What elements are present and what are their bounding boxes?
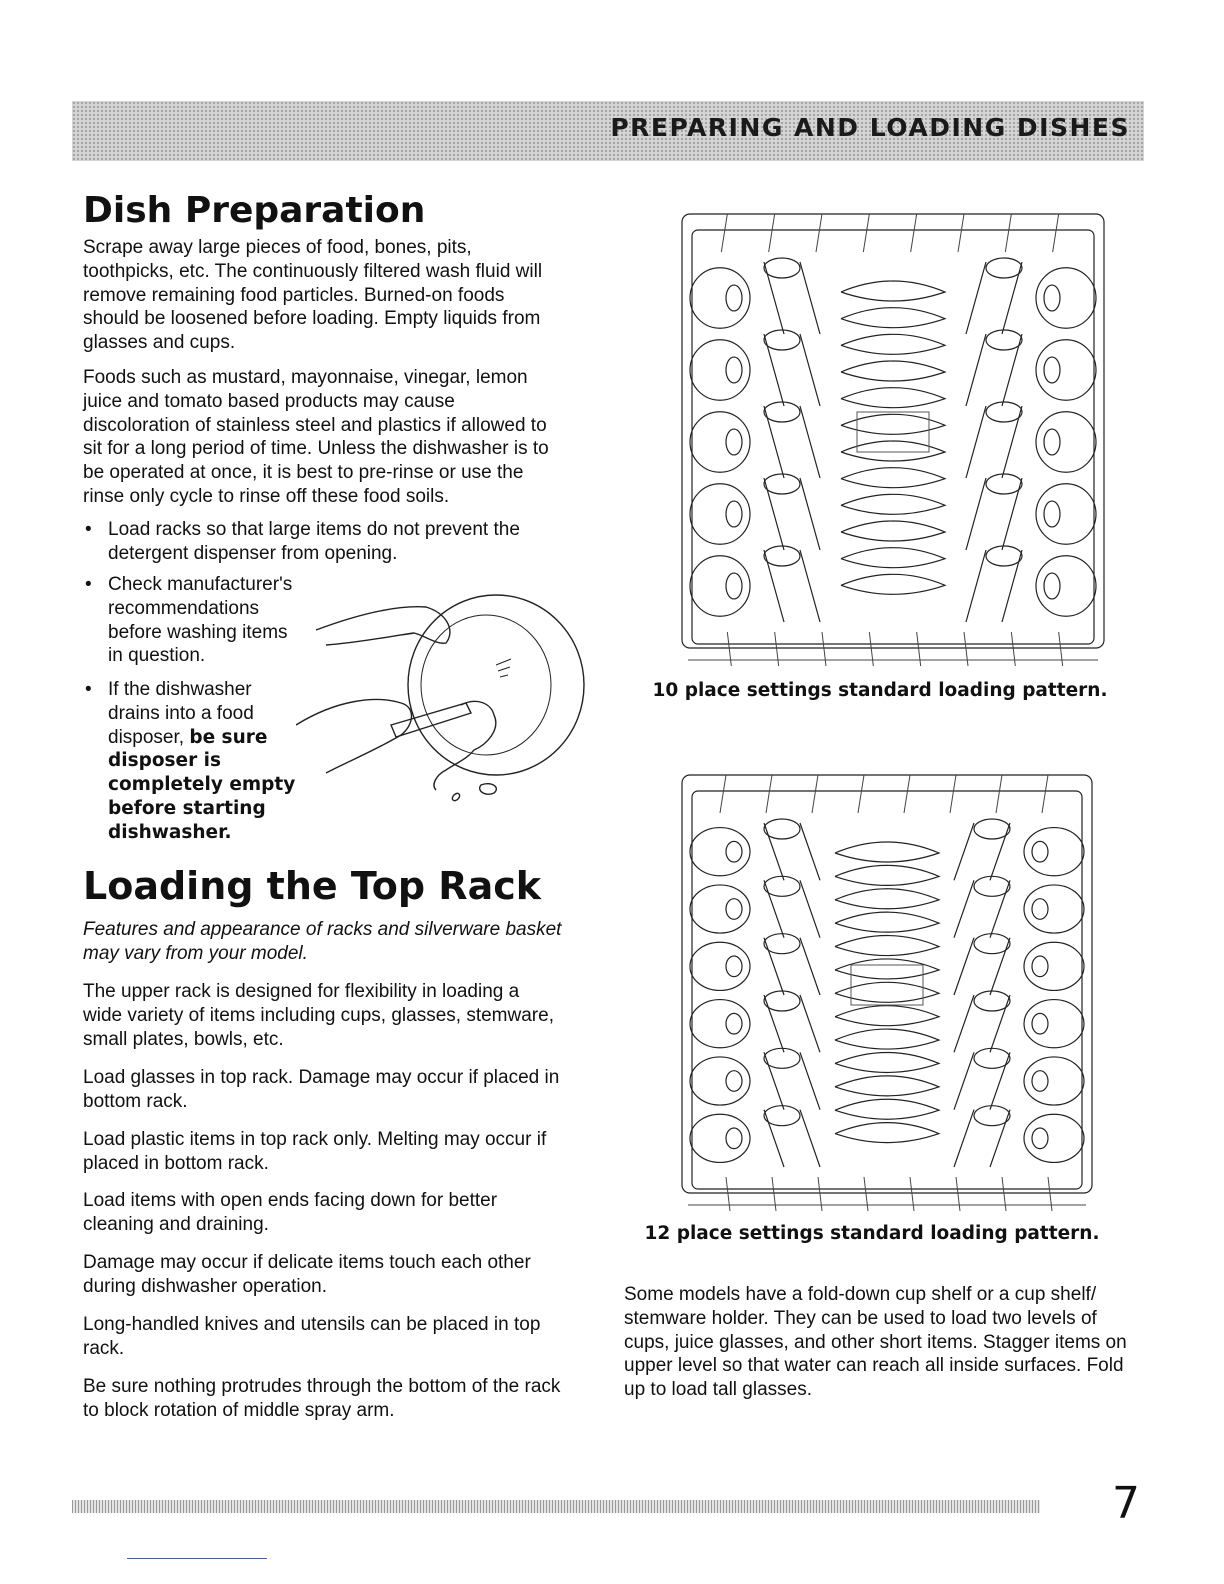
bowl (835, 889, 939, 909)
text-line: Damage may occur if delicate items touch each other (83, 1252, 531, 1273)
text-fragment: disposer, (108, 726, 185, 748)
glass-rim (986, 402, 1022, 422)
bowl (841, 521, 945, 541)
section-banner (72, 101, 1144, 161)
text-line: recommendations (108, 597, 260, 619)
glass (966, 406, 1022, 478)
cup-handle (1032, 1013, 1048, 1034)
glass-rim (986, 546, 1022, 566)
bullet-check-manufacturer (83, 573, 292, 668)
glass (764, 262, 820, 334)
glass-rim (764, 1048, 800, 1068)
bowl (835, 1123, 939, 1143)
glass (954, 995, 1010, 1052)
glass-rim (986, 258, 1022, 278)
text-line: Scrape away large pieces of food, bones, pits, (83, 237, 472, 258)
rack-wire (1005, 214, 1011, 252)
rack-wire (818, 1177, 822, 1211)
cup-handle (1044, 285, 1060, 311)
glass-rim (764, 819, 800, 839)
text-line: Features and appearance of racks and silverware basket (83, 919, 562, 940)
text-line: Be sure nothing protrudes through the bottom of the rack (83, 1376, 561, 1397)
bowl (841, 574, 945, 594)
footer-bar (72, 1500, 1040, 1513)
bowl (841, 494, 945, 514)
dish-prep-paragraph-1 (83, 236, 575, 355)
bowl (835, 1052, 939, 1072)
cup-handle (1044, 573, 1060, 599)
glass (966, 334, 1022, 406)
cup (690, 1000, 750, 1048)
text-line: wide variety of items including cups, glasses, stemware, (83, 1004, 554, 1026)
cup (690, 556, 750, 616)
rack-wire (727, 632, 731, 666)
top-rack-paragraph-4 (83, 1189, 575, 1237)
glass-rim (974, 934, 1010, 954)
cup (690, 412, 750, 472)
dish-prep-paragraph-2 (83, 366, 575, 509)
glass (764, 823, 820, 880)
text-line: should be loosened before loading. Empty liquids from (83, 308, 541, 330)
glass-rim (764, 934, 800, 954)
rack-12-place-settings-illustration (680, 773, 1094, 1217)
rack-wire (996, 775, 1002, 813)
bowl (835, 865, 939, 885)
rack-wire (917, 632, 921, 666)
cup-handle (726, 1128, 742, 1149)
glass (764, 550, 820, 622)
cup (690, 942, 750, 990)
bowl (841, 281, 945, 301)
bold-text-line: disposer is (108, 750, 222, 772)
rack-inner-frame (692, 230, 1094, 644)
glass (764, 334, 820, 406)
cup (1024, 1114, 1084, 1162)
text-line: during dishwasher operation. (83, 1275, 327, 1297)
text-line: upper level so that water can reach all inside surfaces. Fold (624, 1355, 1124, 1377)
rack-wire (956, 1177, 960, 1211)
cup-handle (726, 429, 742, 455)
cup-handle (1032, 1128, 1048, 1149)
text-line: small plates, bowls, etc. (83, 1028, 284, 1050)
glass-rim (764, 1106, 800, 1126)
text-line: Foods such as mustard, mayonnaise, vinegar, lemon (83, 367, 528, 388)
cup-handle (1044, 501, 1060, 527)
rack-frame (682, 214, 1104, 648)
cup-handle (726, 956, 742, 977)
top-rack-paragraph-6 (83, 1313, 575, 1361)
glass (764, 880, 820, 937)
rack-wire (904, 775, 910, 813)
rack-frame (682, 775, 1092, 1193)
cup (1024, 828, 1084, 876)
glass-rim (986, 330, 1022, 350)
cup-handle (726, 501, 742, 527)
glass (966, 550, 1022, 622)
cup-handle (1044, 429, 1060, 455)
glass (764, 938, 820, 995)
rack-wire (869, 632, 873, 666)
bowl (835, 1076, 939, 1096)
rack-wire (822, 632, 826, 666)
bullet-marker: • (85, 679, 92, 700)
glass (764, 995, 820, 1052)
bold-text-line: dishwasher. (108, 821, 232, 843)
glass (954, 823, 1010, 880)
bullet-load-racks (83, 518, 520, 566)
cup (1024, 1000, 1084, 1048)
lower-hand (296, 699, 412, 773)
glass-rim (764, 546, 800, 566)
rack-wire (720, 775, 726, 813)
text-line: juice and tomato based products may cause (83, 390, 455, 412)
bowl (841, 361, 945, 381)
text-line: be operated at once, it is best to pre-rinse or use the (83, 462, 524, 484)
rack-wire (1011, 632, 1015, 666)
text-line: bottom rack. (83, 1090, 188, 1112)
loading-top-rack-heading: Loading the Top Rack (83, 864, 542, 908)
glass (764, 1052, 820, 1109)
text-line: before washing items (108, 621, 288, 643)
glass-rim (974, 819, 1010, 839)
rack-wire (812, 775, 818, 813)
glass-rim (764, 402, 800, 422)
plate-scraping-illustration (296, 585, 586, 815)
rack-10-place-settings-illustration (680, 212, 1106, 672)
cup (1024, 1057, 1084, 1105)
cup (1036, 484, 1096, 544)
text-line: rack. (83, 1337, 125, 1359)
cup (1024, 885, 1084, 933)
cup (1036, 556, 1096, 616)
text-line: in question. (108, 645, 206, 667)
cup (690, 1057, 750, 1105)
glass (764, 406, 820, 478)
bowl (841, 334, 945, 354)
rack-wire (950, 775, 956, 813)
glass-rim (764, 876, 800, 896)
rack-wire (864, 1177, 868, 1211)
text-line: Long-handled knives and utensils can be placed in top (83, 1314, 541, 1335)
cup-handle (1032, 841, 1048, 862)
text-line: toothpicks, etc. The continuously filtered wash fluid will (83, 260, 543, 282)
cup-shelf-paragraph (624, 1283, 1144, 1402)
text-line: Load plastic items in top rack only. Melting may occur if (83, 1129, 547, 1150)
text-line: Check manufacturer's (108, 574, 293, 595)
cup (1036, 340, 1096, 400)
glass-rim (764, 474, 800, 494)
bold-text-line: before starting (108, 797, 266, 819)
cup (1036, 412, 1096, 472)
text-line: detergent dispenser from opening. (108, 542, 398, 564)
text-line: glasses and cups. (83, 332, 236, 354)
section-title: PREPARING AND LOADING DISHES (610, 113, 1130, 142)
bowl (835, 1006, 939, 1026)
bowl (835, 912, 939, 932)
cup-handle (1032, 899, 1048, 920)
rack-wire (816, 214, 822, 252)
bowl (835, 842, 939, 862)
cup-handle (726, 899, 742, 920)
rack-wire (958, 214, 964, 252)
text-line: rinse only cycle to rinse off these food soils. (83, 485, 450, 507)
glass-rim (764, 991, 800, 1011)
rack-wire (964, 632, 968, 666)
caption-10-place-settings: 10 place settings standard loading pattern. (652, 680, 1108, 701)
cup-handle (726, 357, 742, 383)
cup (690, 340, 750, 400)
text-line: stemware holder. They can be used to load two levels of (624, 1307, 1097, 1329)
bold-text-line: completely empty (108, 774, 296, 796)
text-line: drains into a food (108, 702, 254, 724)
plate-rim (408, 595, 584, 775)
text-line: cleaning and draining. (83, 1213, 269, 1235)
text-line: If the dishwasher (108, 679, 252, 700)
text-line: may vary from your model. (83, 942, 308, 964)
rack-wire (1042, 775, 1048, 813)
bowl (835, 936, 939, 956)
glass (764, 1110, 820, 1167)
dish-preparation-heading: Dish Preparation (83, 190, 426, 231)
text-line: to block rotation of middle spray arm. (83, 1399, 395, 1421)
glass-rim (764, 258, 800, 278)
rack-wire (863, 214, 869, 252)
glass-rim (974, 1106, 1010, 1126)
rack-wire (1053, 214, 1059, 252)
bowl (841, 548, 945, 568)
rack-wire (721, 214, 727, 252)
bold-text: be sure (189, 726, 268, 748)
top-rack-paragraph-3 (83, 1128, 575, 1176)
rack-wire (769, 214, 775, 252)
rack-wire (775, 632, 779, 666)
glass (954, 1052, 1010, 1109)
rack-wire (911, 214, 917, 252)
bowl (835, 1099, 939, 1119)
rack-wire (1002, 1177, 1006, 1211)
top-rack-paragraph-5 (83, 1251, 575, 1299)
cup (690, 885, 750, 933)
text-line: Load items with open ends facing down for better (83, 1190, 498, 1211)
top-rack-paragraph-7 (83, 1375, 575, 1423)
glass (764, 478, 820, 550)
bowl (841, 308, 945, 328)
rack-wire (766, 775, 772, 813)
cup-handle (726, 1071, 742, 1092)
rack-wire (726, 1177, 730, 1211)
cup-handle (1032, 956, 1048, 977)
cup-handle (1044, 357, 1060, 383)
cup (690, 268, 750, 328)
glass-rim (764, 330, 800, 350)
text-line: placed in bottom rack. (83, 1152, 269, 1174)
glass (966, 478, 1022, 550)
cup-handle (1032, 1071, 1048, 1092)
top-rack-paragraph-1 (83, 980, 575, 1051)
glass-rim (974, 991, 1010, 1011)
text-line: Some models have a fold-down cup shelf or a cup shelf/ (624, 1284, 1097, 1305)
spatula (391, 703, 471, 737)
text-line: discoloration of stainless steel and plastics if allowed to (83, 414, 547, 436)
glass (966, 262, 1022, 334)
bowl (835, 1029, 939, 1049)
text-line: up to load tall glasses. (624, 1379, 813, 1401)
glass (954, 938, 1010, 995)
cup (1024, 942, 1084, 990)
bullet-marker: • (85, 519, 92, 540)
text-line: The upper rack is designed for flexibility in loading a (83, 981, 520, 1002)
rack-wire (910, 1177, 914, 1211)
text-line (108, 726, 295, 750)
cup-handle (726, 285, 742, 311)
cup-handle (726, 573, 742, 599)
cup (1036, 268, 1096, 328)
footer-link-underline (127, 1558, 267, 1559)
glass (954, 880, 1010, 937)
cup-handle (726, 1013, 742, 1034)
glass-rim (974, 1048, 1010, 1068)
cup (690, 484, 750, 544)
bullet-disposer (83, 678, 295, 845)
rack-wire (772, 1177, 776, 1211)
bowl (841, 468, 945, 488)
glass-rim (974, 876, 1010, 896)
glass-rim (986, 474, 1022, 494)
caption-12-place-settings: 12 place settings standard loading pattern. (644, 1223, 1100, 1244)
bowl (841, 388, 945, 408)
italic-note (83, 918, 575, 966)
rack-wire (1048, 1177, 1052, 1211)
cup (690, 828, 750, 876)
page-number: 7 (1112, 1478, 1140, 1529)
text-line: sit for a long period of time. Unless the dishwasher is to (83, 438, 549, 460)
cup (690, 1114, 750, 1162)
rack-wire (1059, 632, 1063, 666)
top-rack-paragraph-2 (83, 1066, 575, 1114)
bullet-marker: • (85, 574, 92, 595)
text-line: remove remaining food particles. Burned-on foods (83, 284, 505, 306)
rack-wire (858, 775, 864, 813)
text-line: Load racks so that large items do not prevent the (108, 519, 520, 540)
text-line: cups, juice glasses, and other short items. Stagger items on (624, 1331, 1127, 1353)
cup-handle (726, 841, 742, 862)
text-line: Load glasses in top rack. Damage may occur if placed in (83, 1067, 560, 1088)
glass (954, 1110, 1010, 1167)
